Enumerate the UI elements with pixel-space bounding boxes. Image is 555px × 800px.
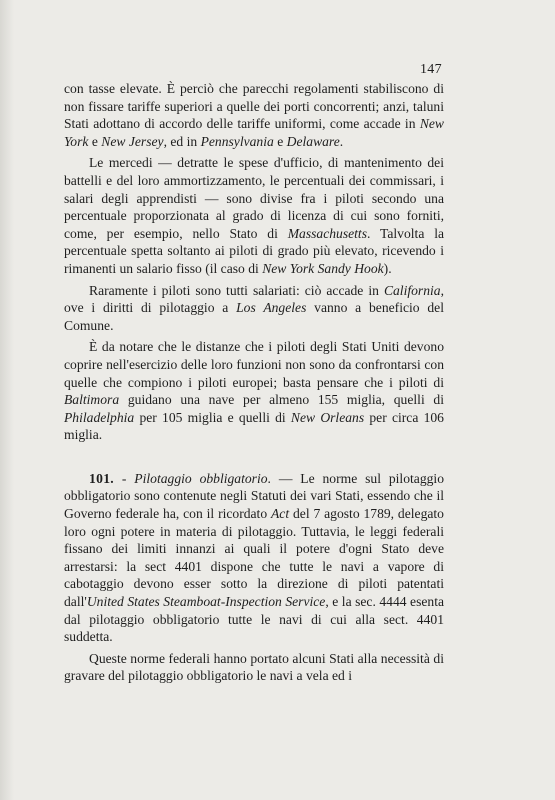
text-run: , ed in [163,133,201,149]
text-run: e [273,133,287,149]
paragraph [64,338,444,444]
text-run: Le mercedi — detratte le spese d'ufficio, di mantenimento dei battelli e del loro ammortizzamento, le percentuali dei commissari, i salari degli apprendisti — sono divise fra i piloti secondo una percentuale proporzionata al grado di licenza di cui sono forniti, come, per esempio, nello Stato di [64,155,444,241]
italic-run: New Orleans [290,409,365,425]
text-run: con tasse elevate. È perciò che parecchi regolamenti stabiliscono di non fissare tariffe superiori a quelle dei porti concorrenti; anzi, taluni Stati adottano di accordo delle tariffe uniformi, come accade in [64,81,444,132]
text-run: per 105 miglia e quelli di [134,409,291,425]
section-paragraph [64,470,444,646]
italic-run: California [383,282,441,298]
text-run: È da notare che le distanze che i piloti degli Stati Uniti devono coprire nell'esercizio delle loro funzioni non sono da confrontarsi con quelle che compiono i piloti europei; basta pensare che i piloti di [64,339,444,390]
italic-run: Delaware [286,133,340,149]
text-run: Queste norme federali hanno portato alcuni Stati alla necessità di gravare del pilotaggio obbligatorio le navi a vela ed i [64,650,444,684]
text-run: , ove i diritti di pilotaggio a [64,282,444,316]
paragraph [64,154,444,277]
page-number: 147 [420,62,442,77]
italic-run: Act [271,506,290,522]
italic-run: United States Steamboat-Inspection Service [86,594,326,610]
text-run: per circa 106 miglia. [64,409,444,443]
paragraph [64,650,444,685]
text-run: guidano una nave per almeno 155 miglia, quelli di [119,392,444,408]
text-run: - [114,470,135,486]
italic-run: Pilotaggio obbligatorio [134,470,268,486]
paragraph [64,282,444,335]
italic-run: New York Sandy Hook [262,260,384,276]
paragraph [64,80,444,150]
text-run: vanno a beneficio del Comune. [64,300,444,333]
text-run: ). [383,260,392,276]
italic-run: Massachusetts [287,225,367,241]
text-run: . — Le norme sul pilotaggio obbligatorio sono contenute negli Statuti dei vari Stati, essendo che il Governo federale ha, con il ricordato [64,470,444,522]
text-run: . [339,133,344,149]
italic-run: New Jersey [101,133,164,149]
italic-run: Los Angeles [236,300,307,316]
text-run: , e la sec. 4444 esenta dal pilotaggio obbligatorio tutte le navi di cui alla sect. 4401 suddetta. [64,594,444,645]
italic-run: Pennsylvania [200,133,274,149]
text-run: e [88,133,102,149]
italic-run: Philadelphia [64,409,135,425]
text-run: . Talvolta la percentuale spetta soltanto ai piloti di grado più elevato, ricevendo i rimanenti un salario fisso (il caso di [64,225,445,276]
section-number: 101. [89,470,114,486]
body-text [64,80,444,685]
text-run: del 7 agosto 1789, delegato loro ogni potere in materia di pilotaggio. Tuttavia, le leggi federali fissano dei limiti innanzi ai quali il potere d'ogni Stato deve arrestarsi: la sect 4401 dispone che tutte le navi a vapore di cabotaggio devono esser sotto la direzione di piloti patentati dall' [64,506,444,610]
italic-run: New York [64,116,444,149]
scan-shadow [0,0,14,800]
text-run: Raramente i piloti sono tutti salariati: ciò accade in [89,282,384,298]
italic-run: Baltimora [64,392,120,408]
